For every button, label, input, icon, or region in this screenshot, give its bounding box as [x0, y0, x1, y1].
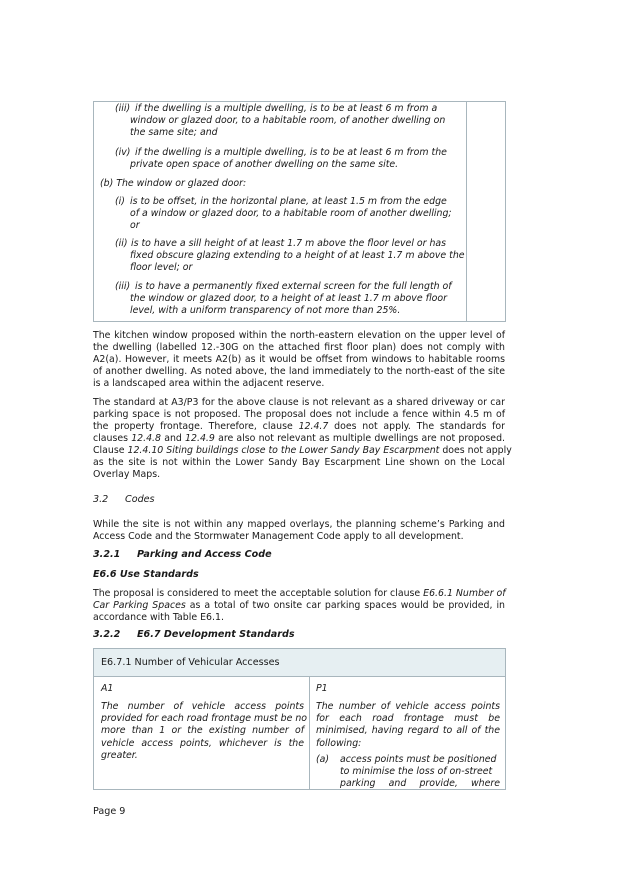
clause-ref: 12.4.10 Siting buildings close to the Lower Sandy Bay Escarpment [127, 445, 440, 456]
item-text-line: level, with a uniform transparency of not more than 25%. [130, 305, 401, 316]
page-number: Page 9 [93, 806, 126, 817]
section-heading-3-2 [93, 494, 155, 505]
item-text-line: of a window or glazed door, to a habitable room of another dwelling; [130, 208, 452, 219]
section-title: Codes [125, 494, 155, 505]
text-line: vehicle access points, whichever is the [101, 737, 304, 749]
text-run: are also not relevant as multiple dwellings are not proposed. [214, 433, 505, 444]
text-line: for each road frontage must be [316, 713, 500, 725]
text-line: access points must be positioned [340, 754, 497, 765]
item-label: (iv) [115, 147, 131, 158]
item-text-line: floor level; or [130, 262, 193, 273]
text-line: Overlay Maps. [93, 469, 161, 480]
clause-ref: Car Parking Spaces [93, 600, 186, 611]
text-line: The number of vehicle access points [316, 701, 500, 712]
table-header [94, 649, 505, 677]
item-text-line: the same site; and [130, 127, 218, 138]
item-text-line: the window or glazed door, to a height of at least 1.7 m above floor [130, 293, 447, 304]
text-line: is a landscaped area within the adjacent reserve. [93, 378, 325, 389]
table-column-divider [309, 676, 310, 789]
paragraph-codes [93, 519, 505, 543]
clause-ref: E6.6.1 Number of [423, 588, 506, 599]
text-run: clauses [93, 433, 132, 444]
text-line: parking and provide, where [340, 778, 500, 790]
item-text-line: if the dwelling is a multiple dwelling, is to be at least 6 m from a [135, 103, 438, 114]
text-line: parking space is not proposed. The proposal does not include a fence within 4.5 m of [93, 409, 505, 420]
item-text-line: private open space of another dwelling on the same site. [130, 159, 399, 170]
text-line: The standard at A3/P3 for the above clause is not relevant as a shared driveway or car [93, 397, 505, 408]
item-text-line: is to be offset, in the horizontal plane, at least 1.5 m from the edge [130, 196, 447, 207]
text-line: A2(a). However, it meets A2(b) as it would be offset from windows to habitable rooms [93, 354, 505, 365]
text-line: to minimise the loss of on-street [340, 766, 493, 778]
clause-ref: 12.4.7 [298, 421, 329, 432]
text-line [93, 588, 505, 600]
section-title: E6.7 Development Standards [137, 629, 295, 640]
text-line: more than 1 or the existing number of [101, 725, 304, 737]
text-line: greater. [101, 749, 138, 761]
paragraph-kitchen-window [93, 330, 505, 390]
clause-ref: 12.4.9 [185, 433, 215, 444]
text-line: of another dwelling. As noted above, the land immediately to the north-east of the site [93, 366, 505, 377]
text-line: minimised, having regard to all of the [316, 725, 500, 737]
item-text-line: is to have a permanently fixed external screen for the full length of [135, 281, 452, 292]
section-number: 3.2 [93, 494, 109, 505]
sub-heading-b: (b) The window or glazed door: [100, 178, 247, 189]
text-line [93, 421, 505, 433]
item-text-line: fixed obscure glazing extending to a height of at least 1.7 m above the [130, 250, 465, 261]
paragraph-standard-a3p3 [93, 397, 512, 481]
text-run: does not apply [439, 445, 512, 456]
section-number: 3.2.2 [93, 629, 121, 640]
a1-label: A1 [101, 683, 114, 694]
text-line: The number of vehicle access points [101, 701, 304, 712]
section-number: 3.2.1 [93, 549, 121, 560]
item-text-line: is to have a sill height of at least 1.7 m above the floor level or has [131, 238, 447, 249]
text-line: as the site is not within the Lower Sandy Bay Escarpment Line shown on the Local [93, 457, 505, 468]
p1-label: P1 [316, 683, 328, 694]
section-title: Parking and Access Code [137, 549, 272, 560]
p1-item-text [340, 754, 500, 791]
text-line: While the site is not within any mapped overlays, the planning scheme’s Parking and [93, 519, 505, 530]
text-run: and [161, 433, 186, 444]
section-heading-3-2-1 [93, 549, 272, 560]
section-heading-3-2-2 [93, 629, 295, 640]
text-line [93, 433, 505, 445]
table-header-title: E6.7.1 Number of Vehicular Accesses [101, 657, 280, 668]
table-column-divider [466, 102, 467, 321]
p1-item-label: (a) [316, 754, 330, 765]
text-line [93, 445, 512, 457]
text-run: the property frontage. Therefore, clause [93, 421, 299, 432]
clause-ref: 12.4.8 [131, 433, 162, 444]
a1-text [101, 701, 308, 762]
text-line: following: [316, 737, 362, 749]
text-run: as a total of two onsite car parking spaces would be provided, in [185, 600, 505, 611]
text-run: does not apply. The standards for [328, 421, 506, 432]
text-run: Clause [93, 445, 128, 456]
text-line: the dwelling (labelled 12.-30G on the attached first floor plan) does not comply with [93, 342, 505, 353]
item-label: (ii) [115, 238, 128, 249]
text-line: The kitchen window proposed within the north-eastern elevation on the upper level of [93, 330, 505, 341]
vehicular-access-table [93, 648, 506, 790]
item-label: (i) [115, 196, 125, 207]
text-run: The proposal is considered to meet the acceptable solution for clause [93, 588, 424, 599]
text-line: provided for each road frontage must be no [101, 713, 308, 725]
item-label: (iii) [115, 281, 131, 292]
text-line: Access Code and the Stormwater Management Code apply to all development. [93, 531, 464, 542]
item-text-line: window or glazed door, to a habitable room, of another dwelling on [130, 115, 446, 126]
item-text-line: or [130, 220, 140, 231]
text-line [93, 600, 505, 612]
item-text-line: if the dwelling is a multiple dwelling, is to be at least 6 m from the [135, 147, 447, 158]
text-line: accordance with Table E6.1. [93, 612, 224, 623]
subheading-e6-6: E6.6 Use Standards [93, 569, 199, 580]
item-label: (iii) [115, 103, 131, 114]
p1-text [316, 701, 500, 750]
paragraph-car-parking [93, 588, 505, 624]
